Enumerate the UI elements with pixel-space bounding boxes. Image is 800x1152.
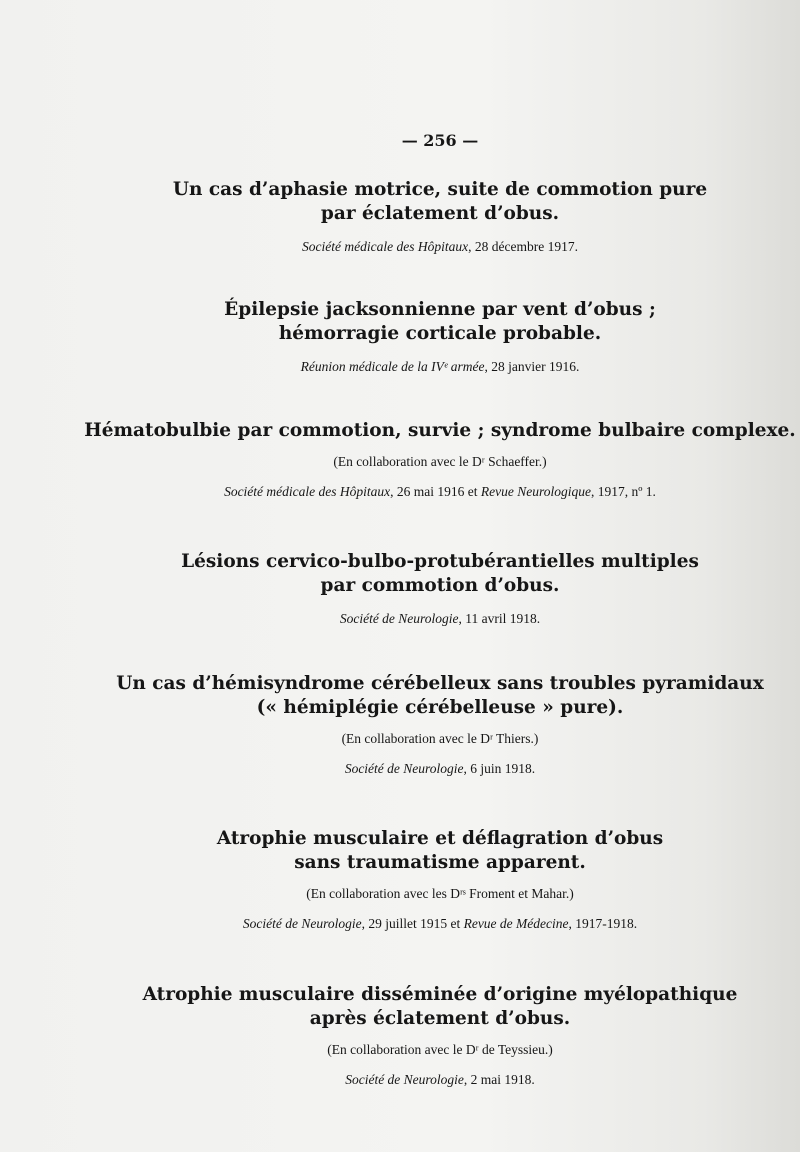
source-journal: Société de Neurologie bbox=[339, 611, 459, 626]
source-details: , 11 avril 1918. bbox=[458, 611, 541, 626]
source-journal-2: Revue de Médecine bbox=[463, 916, 569, 931]
entry-collaboration: (En collaboration avec le Dʳ Thiers.) bbox=[341, 731, 539, 746]
entry-title-line: Atrophie musculaire disséminée d’origine myélopathique bbox=[142, 984, 738, 1005]
entry-title-line: par commotion d’obus. bbox=[320, 575, 560, 596]
entry-source bbox=[0, 483, 800, 501]
entry-title-line: Épilepsie jacksonnienne par vent d’obus ; bbox=[224, 299, 656, 320]
entry-title-line: après éclatement d’obus. bbox=[309, 1008, 571, 1029]
entry-collaboration: (En collaboration avec le Dʳ Schaeffer.) bbox=[333, 454, 547, 469]
bibliography-entry bbox=[0, 419, 800, 501]
entry-source bbox=[0, 358, 800, 376]
source-journal: Réunion médicale de la IVᵉ armée bbox=[300, 359, 485, 374]
entry-title-line: Atrophie musculaire et déflagration d’obus bbox=[216, 828, 664, 849]
source-journal: Société de Neurologie bbox=[345, 1072, 464, 1087]
entry-title-line: sans traumatisme apparent. bbox=[294, 852, 586, 873]
entry-source bbox=[0, 610, 800, 628]
source-journal: Société médicale des Hôpitaux bbox=[224, 484, 391, 499]
entry-title-line: Un cas d’hémisyndrome cérébelleux sans troubles pyramidaux bbox=[116, 673, 764, 694]
entry-title-line: Lésions cervico-bulbo-protubérantielles multiples bbox=[181, 551, 699, 572]
entry-collaboration: (En collaboration avec le Dʳ de Teyssieu.) bbox=[327, 1042, 553, 1057]
bibliography-entry bbox=[0, 550, 800, 628]
entry-source bbox=[0, 760, 800, 778]
entry-title-line: par éclatement d’obus. bbox=[320, 203, 560, 224]
source-details: , 28 décembre 1917. bbox=[468, 239, 578, 254]
bibliography-entry bbox=[0, 827, 800, 933]
source-details-2: , 1917-1918. bbox=[568, 916, 638, 931]
source-details: , 6 juin 1918. bbox=[463, 761, 536, 776]
source-details: , 29 juillet 1915 et bbox=[361, 916, 464, 931]
bibliography-entry bbox=[0, 298, 800, 376]
bibliography-entry bbox=[0, 672, 800, 778]
bibliography-entry bbox=[0, 178, 800, 256]
entry-source bbox=[0, 1071, 800, 1089]
entry-collaboration: (En collaboration avec les Dʳˢ Froment et Mahar.) bbox=[306, 886, 574, 901]
source-journal-2: Revue Neurologique bbox=[480, 484, 591, 499]
entry-title-line: (« hémiplégie cérébelleuse » pure). bbox=[256, 697, 624, 718]
source-details: , 2 mai 1918. bbox=[463, 1072, 535, 1087]
source-details-2: , 1917, nº 1. bbox=[590, 484, 656, 499]
entry-title-line: Un cas d’aphasie motrice, suite de commotion pure bbox=[172, 179, 708, 200]
entry-source bbox=[0, 238, 800, 256]
source-journal: Société médicale des Hôpitaux bbox=[302, 239, 469, 254]
entry-title-line: hémorragie corticale probable. bbox=[278, 323, 602, 344]
page-number: — 256 — bbox=[401, 131, 479, 150]
source-details: , 28 janvier 1916. bbox=[484, 359, 580, 374]
entry-source bbox=[0, 915, 800, 933]
source-journal: Société de Neurologie bbox=[242, 916, 362, 931]
bibliography-entry bbox=[0, 983, 800, 1089]
source-details: , 26 mai 1916 et bbox=[390, 484, 481, 499]
entry-title-line: Hématobulbie par commotion, survie ; syndrome bulbaire complexe. bbox=[84, 420, 796, 441]
source-journal: Société de Neurologie bbox=[344, 761, 464, 776]
